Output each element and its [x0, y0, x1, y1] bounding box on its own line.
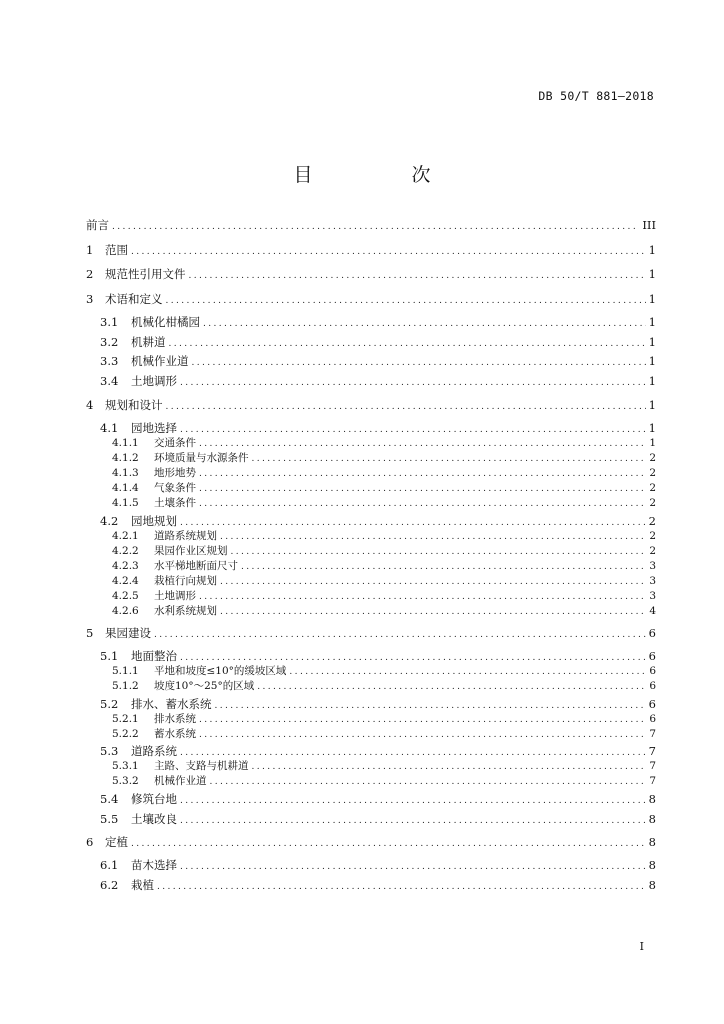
toc-entry-page: III [642, 218, 656, 232]
dot-leader [199, 483, 646, 495]
toc-entry-page: 6 [648, 697, 656, 711]
toc-entry-label: 地面整治 [131, 649, 177, 663]
toc-entry-number: 5.2.2 [112, 728, 139, 740]
toc-entry-number: 5.5 [100, 812, 119, 826]
dot-leader [180, 423, 646, 437]
dot-leader [166, 400, 646, 414]
toc-entry-label: 范围 [105, 243, 128, 257]
toc-entry-number: 4.2.4 [112, 575, 139, 587]
toc-entry[interactable] [86, 482, 656, 495]
toc-entry-label: 土壤条件 [154, 497, 196, 509]
toc-entry-page: 2 [649, 530, 656, 542]
dot-leader [154, 628, 646, 642]
toc-entry-number: 2 [86, 267, 94, 281]
toc-entry-label: 道路系统 [131, 744, 177, 758]
toc-entry[interactable] [86, 626, 656, 642]
toc-entry-page: 2 [649, 467, 656, 479]
toc-entry[interactable] [86, 835, 656, 851]
toc-entry-number: 4.1.4 [112, 482, 139, 494]
toc-entry-label: 排水系统 [154, 713, 196, 725]
dot-leader [215, 699, 646, 713]
dot-leader [252, 761, 647, 773]
toc-entry-number: 3.4 [100, 374, 119, 388]
dot-leader [169, 337, 646, 351]
toc-entry-label: 道路系统规划 [154, 530, 217, 542]
toc-entry-label: 前言 [86, 218, 109, 232]
toc-entry-page: 3 [649, 575, 656, 587]
toc-entry[interactable] [86, 421, 656, 437]
toc-entry[interactable] [86, 812, 656, 828]
toc-entry-page: 4 [649, 605, 656, 617]
toc-entry[interactable] [86, 467, 656, 480]
toc-entry-label: 交通条件 [154, 437, 196, 449]
dot-leader [192, 356, 646, 370]
toc-entry-label: 土壤改良 [131, 812, 177, 826]
toc-title: 目 次 [293, 164, 471, 186]
toc-entry-label: 规范性引用文件 [105, 267, 186, 281]
toc-entry-label: 气象条件 [154, 482, 196, 494]
toc-entry-number: 4.1.2 [112, 452, 139, 464]
toc-entry-label: 土地调形 [154, 590, 196, 602]
toc-entry-label: 园地选择 [131, 421, 177, 435]
toc-entry[interactable] [86, 374, 656, 390]
toc-entry[interactable] [86, 560, 656, 573]
toc-entry-page: 2 [648, 514, 656, 528]
toc-entry-label: 机械作业道 [154, 775, 207, 787]
toc-entry-label: 定植 [105, 835, 128, 849]
toc-entry-number: 1 [86, 243, 94, 257]
toc-entry[interactable] [86, 605, 656, 618]
toc-entry-number: 5.4 [100, 792, 119, 806]
dot-leader [289, 666, 646, 678]
toc-entry-label: 坡度10°～25°的区域 [154, 680, 255, 692]
toc-entry-number: 4.1.1 [112, 437, 139, 449]
toc-entry-label: 园地规划 [131, 514, 177, 528]
toc-entry-number: 4.1.3 [112, 467, 139, 479]
toc-entry-label: 平地和坡度≤10°的缓坡区域 [154, 665, 287, 677]
toc-entry-label: 规划和设计 [105, 398, 163, 412]
dot-leader [180, 746, 646, 760]
dot-leader [252, 453, 647, 465]
toc-entry-label: 果园建设 [105, 626, 151, 640]
footer-page-number: I [639, 940, 644, 953]
toc-entry[interactable] [86, 398, 656, 414]
dot-leader [220, 606, 646, 618]
dot-leader [189, 269, 646, 283]
toc-entry-page: 1 [648, 374, 656, 388]
toc-entry[interactable] [86, 243, 656, 259]
toc-entry-page: 8 [648, 835, 656, 849]
toc-entry-page: 1 [648, 315, 656, 329]
toc-entry-number: 5.3.2 [112, 775, 139, 787]
toc-entry[interactable] [86, 792, 656, 808]
toc-entry-number: 6 [86, 835, 94, 849]
toc-entry-label: 水利系统规划 [154, 605, 217, 617]
toc-entry-number: 4.2 [100, 514, 119, 528]
toc-entry-label: 水平梯地断面尺寸 [154, 560, 238, 572]
toc-entry[interactable] [86, 878, 656, 894]
toc-entry-number: 6.2 [100, 878, 119, 892]
toc-entry-number: 4.2.1 [112, 530, 139, 542]
dot-leader [241, 561, 646, 573]
toc-entry[interactable] [86, 744, 656, 760]
dot-leader [180, 376, 646, 390]
toc-entry-page: 6 [648, 626, 656, 640]
toc-entry[interactable] [86, 858, 656, 874]
toc-entry[interactable] [86, 760, 656, 773]
toc-entry[interactable] [86, 218, 656, 234]
toc-entry-page: 8 [648, 878, 656, 892]
toc-entry-number: 4.2.6 [112, 605, 139, 617]
toc-entry[interactable] [86, 649, 656, 665]
dot-leader [210, 776, 647, 788]
toc-entry-label: 苗木选择 [131, 858, 177, 872]
toc-entry[interactable] [86, 292, 656, 308]
toc-entry-number: 6.1 [100, 858, 119, 872]
toc-entry-label: 主路、支路与机耕道 [154, 760, 249, 772]
dot-leader [180, 814, 646, 828]
toc-entry-page: 1 [648, 398, 656, 412]
toc-entry[interactable] [86, 437, 656, 450]
toc-entry[interactable] [86, 545, 656, 558]
toc-entry[interactable] [86, 335, 656, 351]
toc-entry-page: 7 [648, 744, 656, 758]
toc-entry-page: 6 [649, 680, 656, 692]
toc-entry-page: 1 [648, 354, 656, 368]
toc-entry-page: 8 [648, 792, 656, 806]
toc-entry[interactable] [86, 775, 656, 788]
dot-leader [166, 294, 646, 308]
toc-entry-number: 4.2.3 [112, 560, 139, 572]
dot-leader [180, 794, 646, 808]
toc-entry-page: 2 [649, 545, 656, 557]
toc-entry-page: 6 [649, 665, 656, 677]
toc-entry-label: 排水、蓄水系统 [131, 697, 212, 711]
dot-leader [199, 438, 646, 450]
toc-entry-page: 2 [649, 497, 656, 509]
toc-entry-page: 8 [648, 812, 656, 826]
toc-entry-page: 7 [649, 775, 656, 787]
toc-entry[interactable] [86, 728, 656, 741]
toc-entry-label: 栽植 [131, 878, 154, 892]
dot-leader [199, 468, 646, 480]
dot-leader [157, 880, 646, 894]
toc-entry-label: 蓄水系统 [154, 728, 196, 740]
toc-entry-page: 3 [649, 590, 656, 602]
toc-entry[interactable] [86, 267, 656, 283]
dot-leader [231, 546, 647, 558]
dot-leader [220, 531, 646, 543]
toc-entry-page: 8 [648, 858, 656, 872]
toc-entry[interactable] [86, 514, 656, 530]
toc-entry[interactable] [86, 697, 656, 713]
toc-entry-label: 栽植行向规划 [154, 575, 217, 587]
dot-leader [131, 837, 646, 851]
toc-entry-number: 5.1 [100, 649, 119, 663]
toc-entry-page: 2 [649, 452, 656, 464]
toc-entry-number: 5.2 [100, 697, 119, 711]
toc-entry-label: 地形地势 [154, 467, 196, 479]
toc-entry-page: 1 [649, 437, 656, 449]
toc-entry-page: 7 [649, 760, 656, 772]
dot-leader [199, 714, 646, 726]
standard-code: DB 50/T 881—2018 [538, 89, 654, 103]
toc-entry-page: 1 [648, 267, 656, 281]
dot-leader [180, 860, 646, 874]
toc-entry[interactable] [86, 354, 656, 370]
toc-entry-number: 3.3 [100, 354, 119, 368]
toc-entry-number: 4 [86, 398, 94, 412]
toc-entry[interactable] [86, 713, 656, 726]
toc-entry-page: 6 [648, 649, 656, 663]
toc-entry-label: 修筑台地 [131, 792, 177, 806]
toc-entry-label: 机械化柑橘园 [131, 315, 200, 329]
toc-entry-number: 5.3 [100, 744, 119, 758]
toc-entry-number: 4.1 [100, 421, 119, 435]
toc-entry-number: 3.2 [100, 335, 119, 349]
toc-entry-number: 3.1 [100, 315, 119, 329]
toc-entry-page: 7 [649, 728, 656, 740]
toc-entry-page: 1 [648, 421, 656, 435]
dot-leader [131, 245, 646, 259]
dot-leader [180, 516, 646, 530]
toc-entry[interactable] [86, 590, 656, 603]
toc-entry[interactable] [86, 452, 656, 465]
dot-leader [112, 220, 639, 234]
toc-entry-page: 3 [649, 560, 656, 572]
toc-entry-label: 机械作业道 [131, 354, 189, 368]
toc-entry[interactable] [86, 530, 656, 543]
toc-entry-number: 5.1.1 [112, 665, 139, 677]
dot-leader [199, 498, 646, 510]
toc-entry-number: 4.2.5 [112, 590, 139, 602]
toc-entry-number: 4.1.5 [112, 497, 139, 509]
toc-entry-number: 5.2.1 [112, 713, 139, 725]
toc-entry-label: 果园作业区规划 [154, 545, 228, 557]
toc-entry-page: 1 [648, 292, 656, 306]
dot-leader [220, 576, 646, 588]
toc-entry-label: 环境质量与水源条件 [154, 452, 249, 464]
toc-entry-label: 术语和定义 [105, 292, 163, 306]
toc-entry[interactable] [86, 575, 656, 588]
toc-entry-label: 机耕道 [131, 335, 166, 349]
toc-entry-page: 1 [648, 335, 656, 349]
dot-leader [257, 681, 646, 693]
toc-entry[interactable] [86, 665, 656, 678]
toc-entry-number: 3 [86, 292, 94, 306]
dot-leader [180, 651, 646, 665]
toc-entry-page: 6 [649, 713, 656, 725]
dot-leader [199, 729, 646, 741]
toc-entry[interactable] [86, 315, 656, 331]
dot-leader [203, 317, 646, 331]
toc-entry-number: 5 [86, 626, 94, 640]
toc-entry-number: 4.2.2 [112, 545, 139, 557]
toc-entry-number: 5.1.2 [112, 680, 139, 692]
toc-entry[interactable] [86, 680, 656, 693]
toc-entry-number: 5.3.1 [112, 760, 139, 772]
toc-entry[interactable] [86, 497, 656, 510]
dot-leader [199, 591, 646, 603]
toc-entry-label: 土地调形 [131, 374, 177, 388]
toc-entry-page: 2 [649, 482, 656, 494]
toc-entry-page: 1 [648, 243, 656, 257]
